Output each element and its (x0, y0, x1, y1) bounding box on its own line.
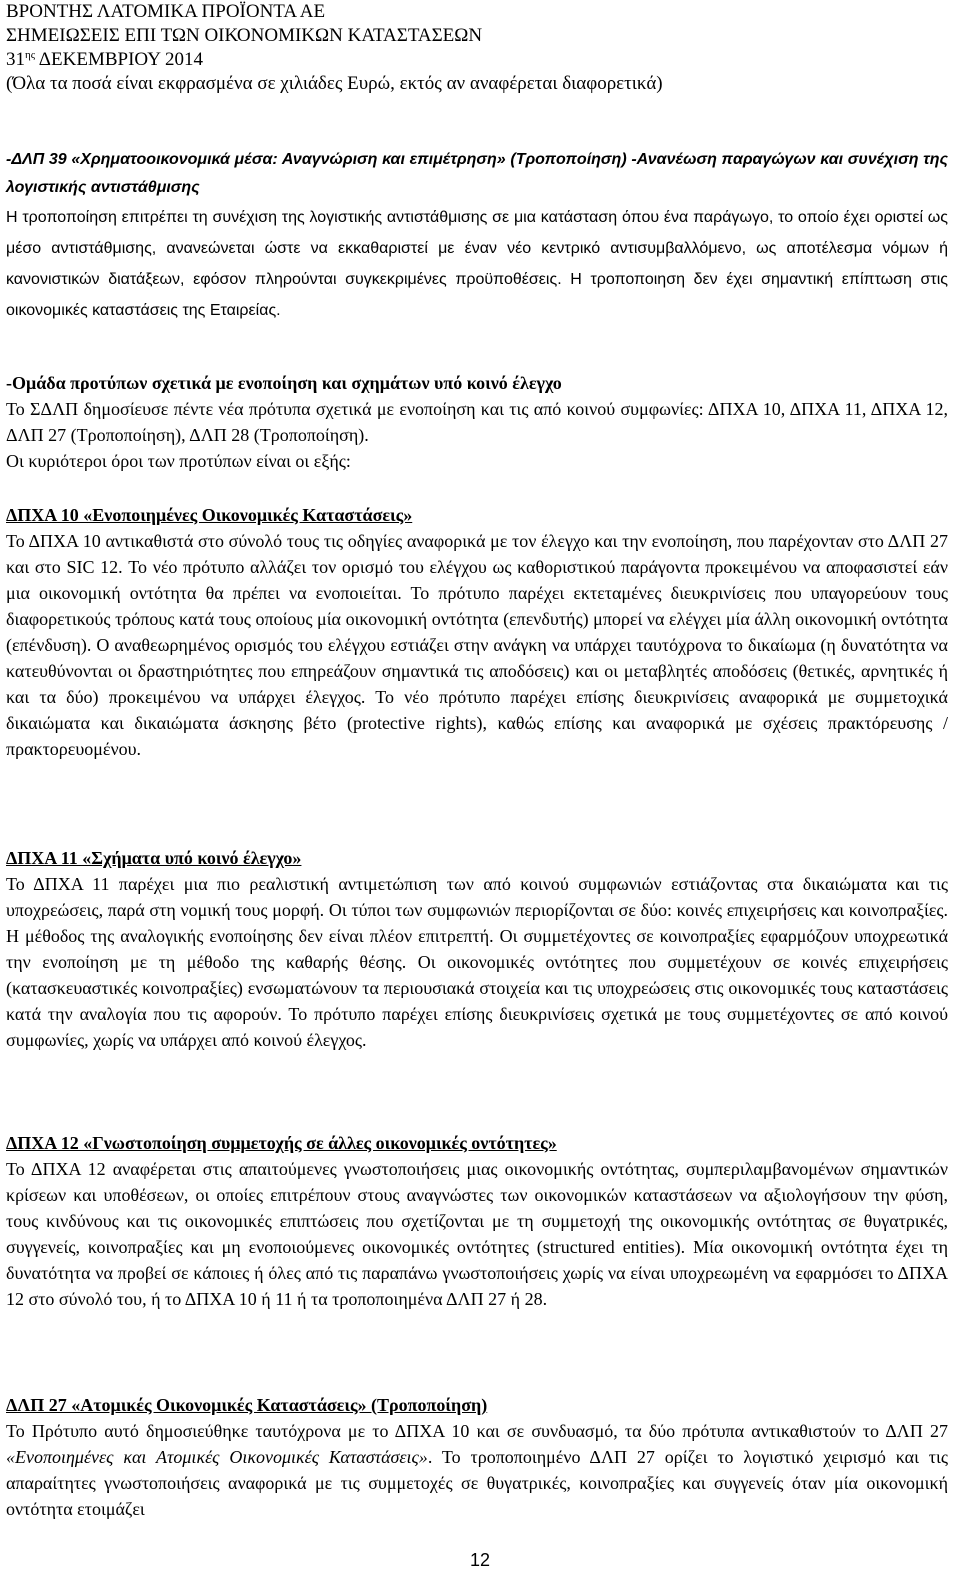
terms-intro: Οι κυριότεροι όροι των προτύπων είναι οι εξής: (6, 451, 351, 471)
ifrs11-section (6, 845, 948, 1053)
report-date (6, 48, 948, 72)
ias27-section (6, 1392, 948, 1522)
company-name: ΒΡΟΝΤΗΣ ΛΑΤΟΜΙΚΑ ΠΡΟΪΟΝΤΑ ΑΕ (6, 1, 326, 22)
ias39-section (6, 146, 948, 326)
date-day: 31 (6, 49, 25, 70)
ias27-body (6, 1418, 948, 1522)
page-header (6, 0, 948, 96)
ias39-title: -ΔΛΠ 39 «Χρηματοοικονομικά μέσα: Αναγνώριση και επιμέτρηση» (Τροποποίηση) -Ανανέωση παραγώγων και συνέχιση της λογιστικής αντιστάθμισης (6, 151, 948, 196)
page-number: 12 (469, 1550, 491, 1570)
ifrs12-body: Το ΔΠΧΑ 12 αναφέρεται στις απαιτούμενες γνωστοποιήσεις μιας οικονομικής οντότητας, συμπεριλαμβανομένων σημαντικών κρίσεων και υποθέσεων, οι οποίες επιτρέπουν στους αναγνώστες των οικονομικών καταστάσεων να αξιολογήσουν την φύση, τους κινδύνους και τις οικονομικές επιπτώσεις που σχετίζονται με τη συμμετοχή της οικονομικής οντότητας σε θυγατρικές, συγγενείς, κοινοπραξίες και μη ενοποιούμενες οικονομικές οντότητες (structured entities). Μία οικονομική οντότητα έχει τη δυνατότητα να προβεί σε κάποιες ή όλες από τις παραπάνω γνωστοποιήσεις χωρίς να είναι υποχρεωμένη να εφαρμόσει το ΔΠΧΑ 12 στο σύνολό του, ή το ΔΠΧΑ 10 ή 11 ή τα τροποποιημένα ΔΛΠ 27 ή 28. (6, 1159, 948, 1309)
ifrs10-title: ΔΠΧΑ 10 «Ενοποιημένες Οικονομικές Καταστάσεις» (6, 505, 413, 525)
ifrs11-title: ΔΠΧΑ 11 «Σχήματα υπό κοινό έλεγχο» (6, 848, 302, 868)
ifrs12-section (6, 1130, 948, 1312)
ifrs10-body: Το ΔΠΧΑ 10 αντικαθιστά στο σύνολό τους τις οδηγίες αναφορικά με τον έλεγχο και την ενοποίηση, που παρέχονταν στο ΔΛΠ 27 και στο SIC 12. Το νέο πρότυπο αλλάζει τον ορισμό του ελέγχου ως καθοριστικού παράγοντα προκειμένου να αποφασιστεί εάν μια οικονομική οντότητα θα πρέπει να ενοποιείται. Το πρότυπο παρέχει εκτεταμένες διευκρινίσεις που υπαγορεύουν τους διαφορετικούς τρόπους κατά τους οποίους μία οικονομική οντότητα (επενδυτής) μπορεί να ελέγχει μία άλλη οικονομική οντότητα (επένδυση). Ο αναθεωρημένος ορισμός του ελέγχου εστιάζει στην ανάγκη να υπάρχει ταυτόχρονα το δικαίωμα (η δυνατότητα να κατευθύνονται οι δραστηριότητες που επηρεάζουν σημαντικά τις αποδόσεις) και οι μεταβλητές αποδόσεις (θετικές, αρνητικές ή και τα δύο) προκειμένου να υπάρχει έλεγχος. Το νέο πρότυπο παρέχει επίσης διευκρινίσεις αναφορικά με συμμετοχικά δικαιώματα και δικαιώματα άσκησης βέτο (protective rights), καθώς επίσης και αναφορικά με σχέσεις πρακτόρευσης / πρακτορευομένου. (6, 531, 948, 759)
ias27-body-start: Το Πρότυπο αυτό δημοσιεύθηκε ταυτόχρονα με το ΔΠΧΑ 10 και σε συνδυασμό, τα δύο πρότυπα αντικαθιστούν το ΔΛΠ 27 (6, 1421, 948, 1441)
ias27-body-quoted: «Ενοποιημένες και Ατομικές Οικονομικές Καταστάσεις» (6, 1447, 428, 1467)
group-standards-section (6, 370, 948, 474)
ias39-body: Η τροποποίηση επιτρέπει τη συνέχιση της λογιστικής αντιστάθμισης σε μια κατάσταση όπου ένα παράγωγο, το οποίο έχει οριστεί ως μέσο αντιστάθμισης, ανανεώνεται ώστε να εκκαθαριστεί με έναν νέο κεντρικό αντισυμβαλλόμενο, ως αποτέλεσμα νόμων ή κανονιστικών διατάξεων, εφόσον πληρούνται συγκεκριμένες προϋποθέσεις. Η τροποποιηση δεν έχει σημαντική επίπτωση στις οικονομικές καταστάσεις της Εταιρείας. (6, 209, 948, 319)
ifrs11-body: Το ΔΠΧΑ 11 παρέχει μια πιο ρεαλιστική αντιμετώπιση των από κοινού συμφωνιών εστιάζοντας στα δικαιώματα και τις υποχρεώσεις, παρά στη νομική τους μορφή. Οι τύποι των συμφωνιών περιορίζονται σε δύο: κοινές επιχειρήσεις και κοινοπραξίες. Η μέθοδος της αναλογικής ενοποίησης δεν είναι πλέον επιτρεπτή. Οι συμμετέχοντες σε κοινοπραξίες εφαρμόζουν υποχρεωτικά την ενοποίηση με τη μέθοδο της καθαρής θέσης. Οι οικονομικές οντότητες που συμμετέχουν σε κοινές επιχειρήσεις (κατασκευαστικές κοινοπραξίες) ενσωματώνουν τα περιουσιακά στοιχεία και τις υποχρεώσεις στις οικονομικές τους καταστάσεις κατά την αναλογία που τις αφορούν. Το πρότυπο παρέχει επίσης διευκρινίσεις σχετικά με τους συμμετέχοντες σε από κοινού συμφωνίες, χωρίς να υπάρχει από κοινού έλεγχος. (6, 874, 948, 1050)
group-standards-title: -Ομάδα προτύπων σχετικά με ενοποίηση και σχημάτων υπό κοινό έλεγχο (6, 373, 562, 393)
group-standards-body: Το ΣΔΛΠ δημοσίευσε πέντε νέα πρότυπα σχετικά με ενοποίηση και τις από κοινού συμφωνίες: ΔΠΧΑ 10, ΔΠΧΑ 11, ΔΠΧΑ 12, ΔΛΠ 27 (Τροποποίηση), ΔΛΠ 28 (Τροποποίηση). (6, 399, 948, 445)
currency-note: (Όλα τα ποσά είναι εκφρασμένα σε χιλιάδες Ευρώ, εκτός αν αναφέρεται διαφορετικά) (6, 73, 663, 94)
date-month-year: ΔΕΚΕΜΒΡΙΟΥ 2014 (35, 49, 203, 70)
ifrs10-section (6, 502, 948, 762)
date-ordinal: ης (25, 49, 36, 61)
notes-title: ΣΗΜΕΙΩΣΕΙΣ ΕΠΙ ΤΩΝ ΟΙΚΟΝΟΜΙΚΩΝ ΚΑΤΑΣΤΑΣΕΩΝ (6, 25, 483, 46)
ias27-title: ΔΛΠ 27 «Ατομικές Οικονομικές Καταστάσεις» (Τροποποίηση) (6, 1395, 488, 1415)
ias27-body-end: . Το τροποποιημένο ΔΛΠ 27 ορίζει το λογιστικό χειρισμό και τις απαραίτητες γνωστοποιήσεις αναφορικά με τις συμμετοχές σε θυγατρικές, κοινοπραξίες και συγγενείς όταν μία οικονομική οντότητα ετοιμάζει (6, 1447, 948, 1519)
ifrs12-title: ΔΠΧΑ 12 «Γνωστοποίηση συμμετοχής σε άλλες οικονομικές οντότητες» (6, 1133, 557, 1153)
